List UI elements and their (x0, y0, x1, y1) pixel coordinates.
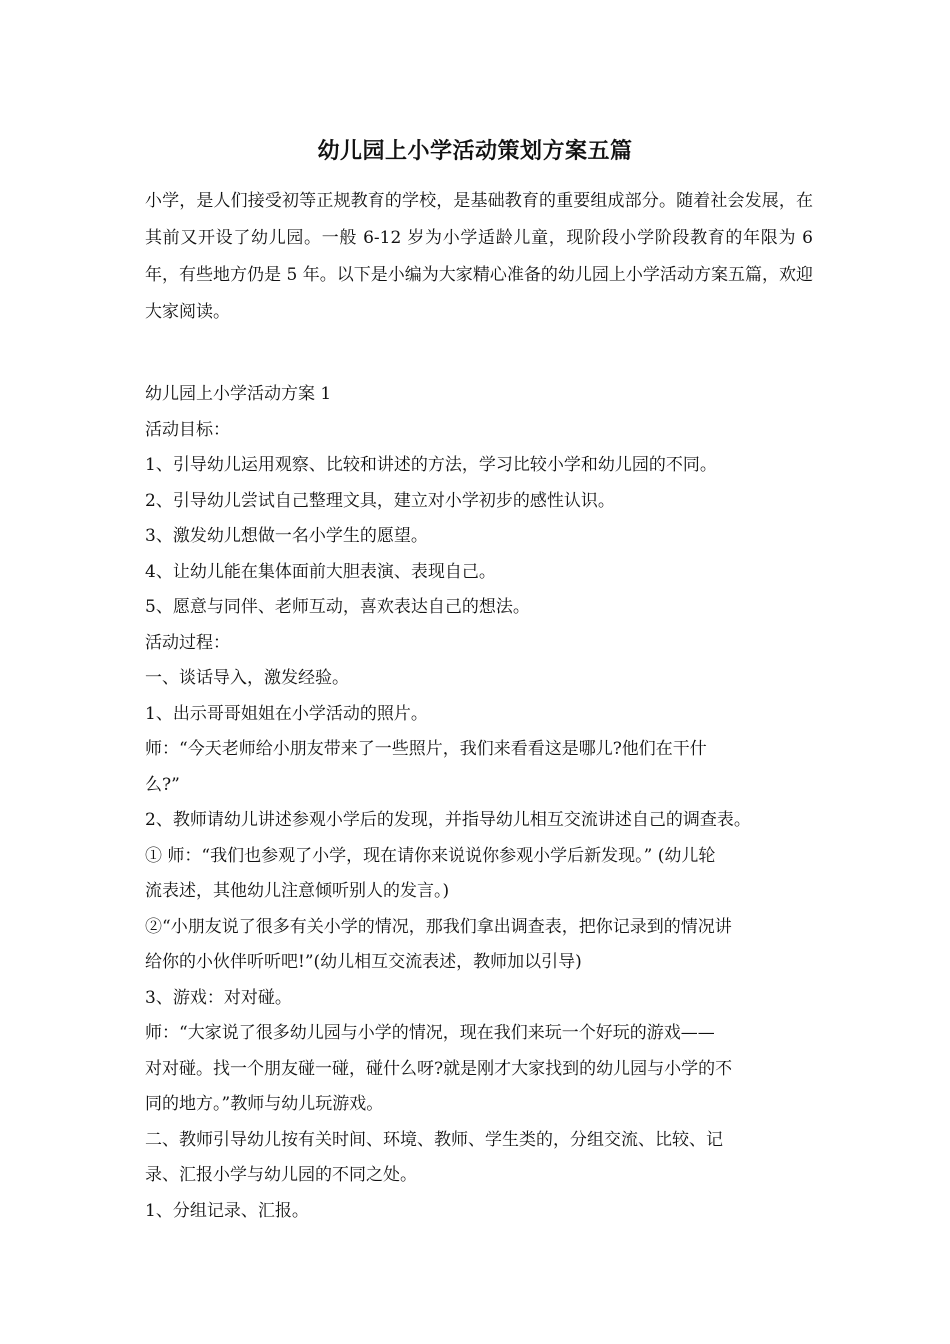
paragraph-gap (145, 331, 813, 377)
document-title: 幼儿园上小学活动策划方案五篇 (317, 138, 633, 164)
body-line: 活动目标： (145, 419, 230, 440)
body-line: 么?” (145, 774, 180, 795)
body-line: 1、出示哥哥姐姐在小学活动的照片。 (145, 703, 428, 724)
body-line: 1、分组记录、汇报。 (145, 1200, 309, 1221)
body-line: 师：“今天老师给小朋友带来了一些照片，我们来看看这是哪儿?他们在干什 (145, 739, 707, 759)
body-line: 二、教师引导幼儿按有关时间、环境、教师、学生类的，分组交流、比较、记 (145, 1129, 723, 1150)
body-line: 一、谈话导入，激发经验。 (145, 668, 349, 688)
intro-paragraph: 小学，是人们接受初等正规教育的学校，是基础教育的重要组成部分。随着社会发展，在其前又开设了幼儿园。一般 6-12 岁为小学适龄儿童，现阶段小学阶段教育的年限为 6 年，有些地方仍是 5 年。以下是小编为大家精心准备的幼儿园上小学活动方案五篇，欢迎大家阅读。 (145, 191, 813, 322)
body-line: 1、引导幼儿运用观察、比较和讲述的方法，学习比较小学和幼儿园的不同。 (145, 455, 717, 475)
body-line: 流表述，其他幼儿注意倾听别人的发言。) (145, 881, 450, 901)
body-line: ① 师：“我们也参观了小学，现在请你来说说你参观小学后新发现。” (幼儿轮 (145, 845, 716, 866)
body-line: 师：“大家说了很多幼儿园与小学的情况，现在我们来玩一个好玩的游戏—— (145, 1023, 715, 1043)
document-body (145, 183, 813, 1229)
body-line: 给你的小伙伴听听吧!”(幼儿相互交流表述，教师加以引导) (145, 952, 582, 972)
body-lines (145, 377, 813, 1229)
body-line: 3、游戏：对对碰。 (145, 987, 292, 1008)
body-line: 3、激发幼儿想做一名小学生的愿望。 (145, 526, 428, 546)
body-line: 5、愿意与同伴、老师互动，喜欢表达自己的想法。 (145, 597, 530, 617)
body-line: 4、让幼儿能在集体面前大胆表演、表现自己。 (145, 561, 496, 582)
body-line: 活动过程： (145, 632, 230, 653)
body-line: 2、引导幼儿尝试自己整理文具，建立对小学初步的感性认识。 (145, 490, 615, 511)
body-line: ②“小朋友说了很多有关小学的情况，那我们拿出调查表，把你记录到的情况讲 (145, 916, 732, 937)
body-line: 录、汇报小学与幼儿园的不同之处。 (145, 1165, 417, 1185)
body-line: 幼儿园上小学活动方案 1 (145, 384, 332, 404)
body-line: 同的地方。”教师与幼儿玩游戏。 (145, 1094, 384, 1114)
body-line: 对对碰。找一个朋友碰一碰，碰什么呀?就是刚才大家找到的幼儿园与小学的不 (145, 1058, 733, 1079)
body-line: 2、教师请幼儿讲述参观小学后的发现，并指导幼儿相互交流讲述自己的调查表。 (145, 810, 751, 830)
